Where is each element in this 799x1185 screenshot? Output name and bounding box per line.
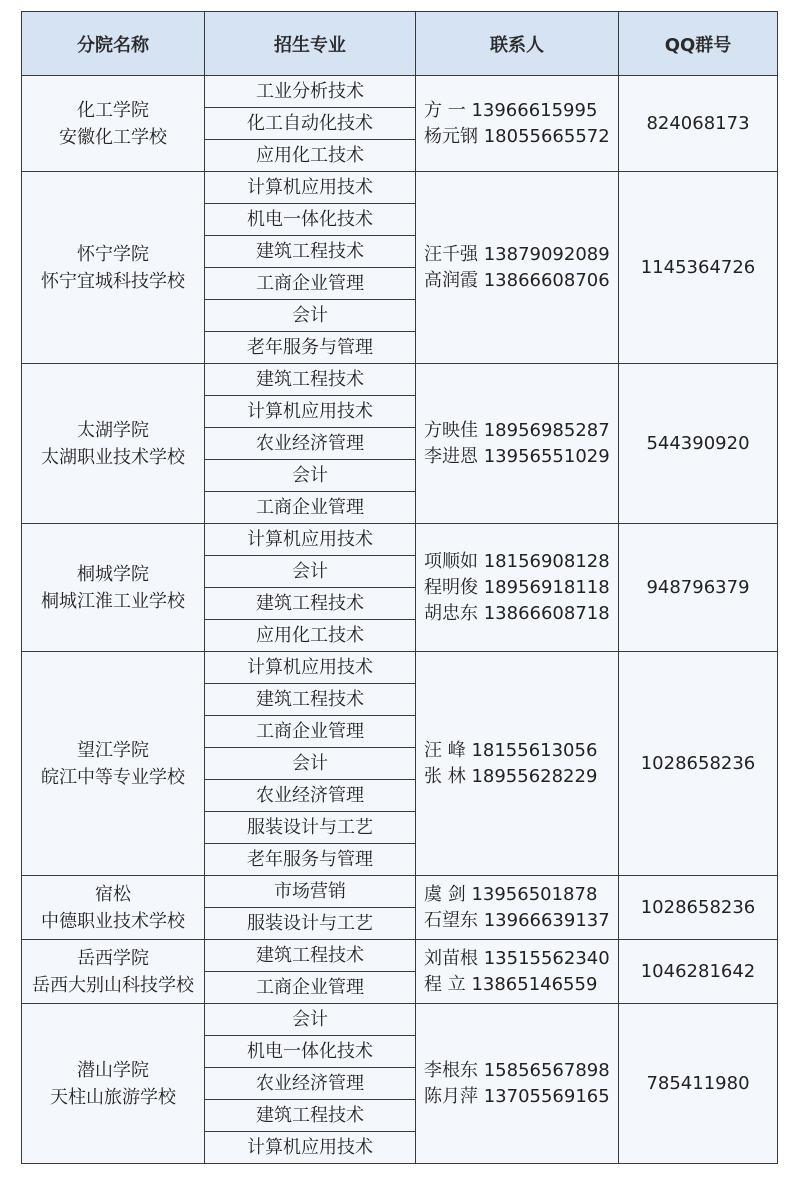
qq-group-cell: 1028658236 bbox=[619, 652, 778, 876]
major-cell: 应用化工技术 bbox=[205, 140, 416, 172]
qq-group-cell: 1145364726 bbox=[619, 172, 778, 364]
major-cell: 建筑工程技术 bbox=[205, 684, 416, 716]
major-cell: 工商企业管理 bbox=[205, 492, 416, 524]
major-cell: 工商企业管理 bbox=[205, 716, 416, 748]
major-cell: 市场营销 bbox=[205, 876, 416, 908]
contact-line: 杨元钢 18055665572 bbox=[424, 125, 610, 147]
major-cell: 老年服务与管理 bbox=[205, 844, 416, 876]
college-name-cell bbox=[22, 172, 205, 364]
major-cell: 计算机应用技术 bbox=[205, 172, 416, 204]
college-name-line: 桐城江淮工业学校 bbox=[41, 590, 185, 612]
major-cell: 机电一体化技术 bbox=[205, 1036, 416, 1068]
contact-cell bbox=[416, 876, 619, 940]
college-name-line: 桐城学院 bbox=[77, 563, 149, 585]
contact-line: 汪 峰 18155613056 bbox=[424, 739, 598, 761]
major-cell: 农业经济管理 bbox=[205, 1068, 416, 1100]
contact-cell bbox=[416, 524, 619, 652]
college-name-line: 中德职业技术学校 bbox=[41, 910, 185, 932]
table-row bbox=[22, 940, 778, 972]
contact-line: 项顺如 18156908128 bbox=[424, 550, 610, 572]
header-qq: QQ群号 bbox=[619, 12, 778, 76]
contact-line: 高润霞 13866608706 bbox=[424, 269, 610, 291]
table-row bbox=[22, 172, 778, 204]
table-row bbox=[22, 76, 778, 108]
college-name-line: 潜山学院 bbox=[77, 1059, 149, 1081]
major-cell: 会计 bbox=[205, 556, 416, 588]
major-cell: 农业经济管理 bbox=[205, 780, 416, 812]
college-name-line: 化工学院 bbox=[77, 99, 149, 121]
major-cell: 会计 bbox=[205, 748, 416, 780]
major-cell: 农业经济管理 bbox=[205, 428, 416, 460]
college-name-line: 天柱山旅游学校 bbox=[50, 1086, 176, 1108]
qq-group-cell: 785411980 bbox=[619, 1004, 778, 1164]
major-cell: 计算机应用技术 bbox=[205, 1132, 416, 1164]
college-name-line: 安徽化工学校 bbox=[59, 126, 167, 148]
qq-group-cell: 1028658236 bbox=[619, 876, 778, 940]
contact-cell bbox=[416, 364, 619, 524]
college-name-line: 望江学院 bbox=[77, 739, 149, 761]
header-contact: 联系人 bbox=[416, 12, 619, 76]
college-name-line: 太湖职业技术学校 bbox=[41, 446, 185, 468]
enrollment-table bbox=[21, 11, 778, 1164]
college-name-cell bbox=[22, 1004, 205, 1164]
table-row bbox=[22, 364, 778, 396]
table-row bbox=[22, 876, 778, 908]
major-cell: 建筑工程技术 bbox=[205, 940, 416, 972]
college-name-cell bbox=[22, 940, 205, 1004]
contact-line: 胡忠东 13866608718 bbox=[424, 602, 610, 624]
header-major: 招生专业 bbox=[205, 12, 416, 76]
major-cell: 建筑工程技术 bbox=[205, 1100, 416, 1132]
college-name-line: 怀宁宜城科技学校 bbox=[41, 270, 185, 292]
contact-line: 张 林 18955628229 bbox=[424, 765, 598, 787]
major-cell: 建筑工程技术 bbox=[205, 364, 416, 396]
contact-line: 虞 剑 13956501878 bbox=[424, 883, 598, 905]
header-row bbox=[22, 12, 778, 76]
contact-line: 石望东 13966639137 bbox=[424, 909, 610, 931]
contact-cell bbox=[416, 652, 619, 876]
college-name-line: 岳西大别山科技学校 bbox=[32, 974, 194, 996]
contact-cell bbox=[416, 940, 619, 1004]
college-name-line: 皖江中等专业学校 bbox=[41, 766, 185, 788]
major-cell: 应用化工技术 bbox=[205, 620, 416, 652]
major-cell: 会计 bbox=[205, 460, 416, 492]
major-cell: 服装设计与工艺 bbox=[205, 908, 416, 940]
contact-line: 汪千强 13879092089 bbox=[424, 243, 610, 265]
header-college: 分院名称 bbox=[22, 12, 205, 76]
major-cell: 老年服务与管理 bbox=[205, 332, 416, 364]
college-name-cell bbox=[22, 364, 205, 524]
college-name-line: 怀宁学院 bbox=[77, 243, 149, 265]
college-name-cell bbox=[22, 76, 205, 172]
major-cell: 会计 bbox=[205, 1004, 416, 1036]
qq-group-cell: 1046281642 bbox=[619, 940, 778, 1004]
contact-line: 李进恩 13956551029 bbox=[424, 445, 610, 467]
major-cell: 工业分析技术 bbox=[205, 76, 416, 108]
contact-line: 方映佳 18956985287 bbox=[424, 419, 610, 441]
contact-cell bbox=[416, 172, 619, 364]
major-cell: 建筑工程技术 bbox=[205, 236, 416, 268]
major-cell: 机电一体化技术 bbox=[205, 204, 416, 236]
college-name-cell bbox=[22, 524, 205, 652]
major-cell: 化工自动化技术 bbox=[205, 108, 416, 140]
major-cell: 计算机应用技术 bbox=[205, 652, 416, 684]
major-cell: 计算机应用技术 bbox=[205, 396, 416, 428]
contact-cell bbox=[416, 76, 619, 172]
contact-line: 李根东 15856567898 bbox=[424, 1059, 610, 1081]
contact-line: 程 立 13865146559 bbox=[424, 973, 598, 995]
major-cell: 工商企业管理 bbox=[205, 972, 416, 1004]
qq-group-cell: 544390920 bbox=[619, 364, 778, 524]
table-row bbox=[22, 652, 778, 684]
qq-group-cell: 948796379 bbox=[619, 524, 778, 652]
table-row bbox=[22, 1004, 778, 1036]
contact-line: 陈月萍 13705569165 bbox=[424, 1085, 610, 1107]
college-name-line: 岳西学院 bbox=[77, 947, 149, 969]
college-name-line: 太湖学院 bbox=[77, 419, 149, 441]
major-cell: 计算机应用技术 bbox=[205, 524, 416, 556]
college-name-line: 宿松 bbox=[95, 883, 131, 905]
contact-cell bbox=[416, 1004, 619, 1164]
contact-line: 方 一 13966615995 bbox=[424, 99, 598, 121]
table-row bbox=[22, 524, 778, 556]
table-body bbox=[22, 76, 778, 1164]
contact-line: 程明俊 18956918118 bbox=[424, 576, 610, 598]
major-cell: 建筑工程技术 bbox=[205, 588, 416, 620]
college-name-cell bbox=[22, 652, 205, 876]
college-name-cell bbox=[22, 876, 205, 940]
qq-group-cell: 824068173 bbox=[619, 76, 778, 172]
contact-line: 刘苗根 13515562340 bbox=[424, 947, 610, 969]
major-cell: 工商企业管理 bbox=[205, 268, 416, 300]
major-cell: 会计 bbox=[205, 300, 416, 332]
major-cell: 服装设计与工艺 bbox=[205, 812, 416, 844]
